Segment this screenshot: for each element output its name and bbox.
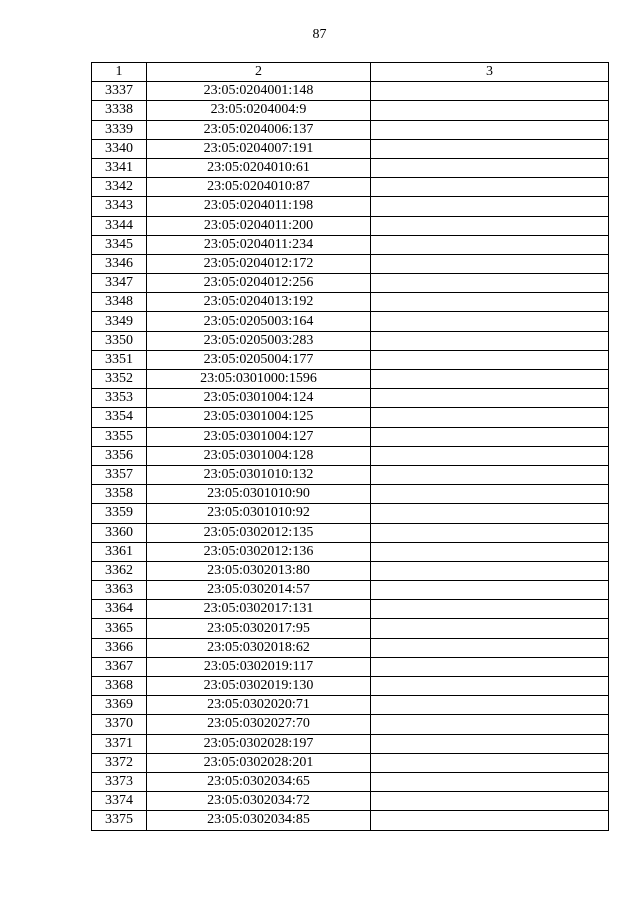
table-row [92,350,609,369]
table-row [92,158,609,177]
table-row [92,389,609,408]
table-row [92,811,609,830]
note-cell [371,504,609,523]
table-row [92,312,609,331]
row-number-cell: 3357 [92,465,147,484]
cadastral-number-cell: 23:05:0301004:128 [147,446,371,465]
row-number-cell: 3352 [92,370,147,389]
note-cell [371,427,609,446]
table-row [92,274,609,293]
cadastral-number-cell: 23:05:0204011:200 [147,216,371,235]
table-row [92,427,609,446]
table-row [92,561,609,580]
table-row [92,715,609,734]
note-cell [371,235,609,254]
table-row [92,792,609,811]
table-row [92,370,609,389]
row-number-cell: 3374 [92,792,147,811]
table-row [92,504,609,523]
cadastral-number-cell: 23:05:0301010:92 [147,504,371,523]
table-row [92,216,609,235]
header-row [92,63,609,82]
cadastral-number-cell: 23:05:0204007:191 [147,139,371,158]
row-number-cell: 3368 [92,677,147,696]
column-header-3: 3 [371,63,609,82]
cadastral-number-cell: 23:05:0204001:148 [147,82,371,101]
table-row [92,465,609,484]
cadastral-number-cell: 23:05:0204012:172 [147,254,371,273]
cadastral-number-cell: 23:05:0302017:131 [147,600,371,619]
note-cell [371,638,609,657]
row-number-cell: 3348 [92,293,147,312]
cadastral-number-cell: 23:05:0302017:95 [147,619,371,638]
cadastral-number-cell: 23:05:0302012:136 [147,542,371,561]
table-row [92,235,609,254]
cadastral-number-cell: 23:05:0302034:65 [147,772,371,791]
table-row [92,600,609,619]
note-cell [371,696,609,715]
table-row [92,753,609,772]
row-number-cell: 3364 [92,600,147,619]
cadastral-number-cell: 23:05:0204011:198 [147,197,371,216]
table-row [92,581,609,600]
note-cell [371,350,609,369]
note-cell [371,677,609,696]
cadastral-number-cell: 23:05:0301004:124 [147,389,371,408]
note-cell [371,465,609,484]
row-number-cell: 3345 [92,235,147,254]
cadastral-number-cell: 23:05:0204006:137 [147,120,371,139]
cadastral-number-cell: 23:05:0302028:201 [147,753,371,772]
row-number-cell: 3363 [92,581,147,600]
table-row [92,523,609,542]
cadastral-number-cell: 23:05:0205004:177 [147,350,371,369]
table-row [92,331,609,350]
note-cell [371,619,609,638]
cadastral-number-cell: 23:05:0302012:135 [147,523,371,542]
note-cell [371,792,609,811]
cadastral-number-cell: 23:05:0204010:61 [147,158,371,177]
row-number-cell: 3358 [92,485,147,504]
note-cell [371,542,609,561]
cadastral-number-cell: 23:05:0205003:164 [147,312,371,331]
cadastral-number-cell: 23:05:0204004:9 [147,101,371,120]
row-number-cell: 3375 [92,811,147,830]
row-number-cell: 3349 [92,312,147,331]
table-row [92,101,609,120]
row-number-cell: 3346 [92,254,147,273]
page-number: 87 [312,27,327,42]
note-cell [371,312,609,331]
table-row [92,178,609,197]
table-row [92,657,609,676]
cadastral-number-cell: 23:05:0302034:72 [147,792,371,811]
row-number-cell: 3360 [92,523,147,542]
note-cell [371,446,609,465]
row-number-cell: 3350 [92,331,147,350]
table-row [92,293,609,312]
table-row [92,638,609,657]
note-cell [371,82,609,101]
table-header [92,63,609,82]
table-row [92,254,609,273]
table-row [92,82,609,101]
row-number-cell: 3362 [92,561,147,580]
registry-table [91,62,609,831]
row-number-cell: 3366 [92,638,147,657]
cadastral-number-cell: 23:05:0205003:283 [147,331,371,350]
cadastral-number-cell: 23:05:0302027:70 [147,715,371,734]
cadastral-number-cell: 23:05:0302019:117 [147,657,371,676]
row-number-cell: 3356 [92,446,147,465]
note-cell [371,331,609,350]
row-number-cell: 3371 [92,734,147,753]
cadastral-number-cell: 23:05:0302014:57 [147,581,371,600]
note-cell [371,101,609,120]
cadastral-number-cell: 23:05:0301004:125 [147,408,371,427]
table-row [92,197,609,216]
row-number-cell: 3365 [92,619,147,638]
note-cell [371,389,609,408]
cadastral-number-cell: 23:05:0302013:80 [147,561,371,580]
note-cell [371,600,609,619]
row-number-cell: 3373 [92,772,147,791]
cadastral-number-cell: 23:05:0301004:127 [147,427,371,446]
note-cell [371,370,609,389]
table-row [92,677,609,696]
note-cell [371,561,609,580]
note-cell [371,523,609,542]
note-cell [371,734,609,753]
cadastral-number-cell: 23:05:0301000:1596 [147,370,371,389]
note-cell [371,715,609,734]
table-row [92,696,609,715]
row-number-cell: 3372 [92,753,147,772]
table-row [92,734,609,753]
note-cell [371,120,609,139]
row-number-cell: 3369 [92,696,147,715]
row-number-cell: 3355 [92,427,147,446]
cadastral-number-cell: 23:05:0302028:197 [147,734,371,753]
cadastral-number-cell: 23:05:0301010:90 [147,485,371,504]
row-number-cell: 3341 [92,158,147,177]
column-header-1: 1 [92,63,147,82]
table-row [92,542,609,561]
table-row [92,120,609,139]
note-cell [371,254,609,273]
cadastral-number-cell: 23:05:0204013:192 [147,293,371,312]
row-number-cell: 3354 [92,408,147,427]
cadastral-number-cell: 23:05:0204011:234 [147,235,371,254]
cadastral-number-cell: 23:05:0302019:130 [147,677,371,696]
column-header-2: 2 [147,63,371,82]
row-number-cell: 3338 [92,101,147,120]
note-cell [371,158,609,177]
table-row [92,408,609,427]
row-number-cell: 3340 [92,139,147,158]
table-row [92,446,609,465]
table-row [92,485,609,504]
row-number-cell: 3339 [92,120,147,139]
table-row [92,772,609,791]
row-number-cell: 3359 [92,504,147,523]
note-cell [371,178,609,197]
row-number-cell: 3343 [92,197,147,216]
row-number-cell: 3344 [92,216,147,235]
note-cell [371,293,609,312]
row-number-cell: 3361 [92,542,147,561]
note-cell [371,139,609,158]
cadastral-number-cell: 23:05:0301010:132 [147,465,371,484]
row-number-cell: 3337 [92,82,147,101]
table-row [92,619,609,638]
row-number-cell: 3370 [92,715,147,734]
cadastral-number-cell: 23:05:0302018:62 [147,638,371,657]
note-cell [371,811,609,830]
note-cell [371,581,609,600]
note-cell [371,216,609,235]
note-cell [371,485,609,504]
row-number-cell: 3347 [92,274,147,293]
cadastral-number-cell: 23:05:0204012:256 [147,274,371,293]
cadastral-number-cell: 23:05:0204010:87 [147,178,371,197]
table-body [92,82,609,830]
note-cell [371,408,609,427]
note-cell [371,753,609,772]
cadastral-number-cell: 23:05:0302020:71 [147,696,371,715]
row-number-cell: 3351 [92,350,147,369]
row-number-cell: 3353 [92,389,147,408]
cadastral-number-cell: 23:05:0302034:85 [147,811,371,830]
row-number-cell: 3342 [92,178,147,197]
note-cell [371,197,609,216]
table-row [92,139,609,158]
note-cell [371,772,609,791]
note-cell [371,274,609,293]
note-cell [371,657,609,676]
row-number-cell: 3367 [92,657,147,676]
